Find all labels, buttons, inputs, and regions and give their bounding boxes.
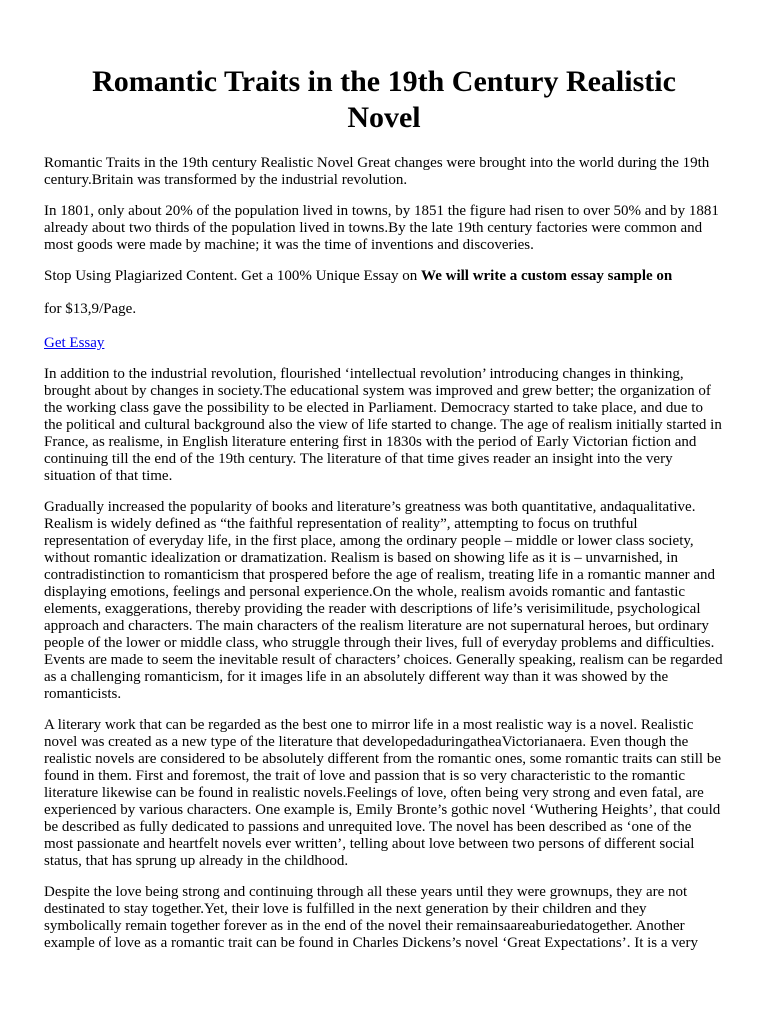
body-paragraph-4: Despite the love being strong and continuing through all these years until they were grownups, they are not destinated to stay together.Yet, their love is fulfilled in the next generation by their children and they symbolically remain together forever as in the end of the novel their remainsaareaburiedatogether. Another example of love as a romantic trait can be found in Charles Dickens’s novel ‘Great Expectations’. It is a very <box>44 884 698 951</box>
promo-text: Stop Using Plagiarized Content. Get a 100% Unique Essay on <box>44 268 422 284</box>
body-paragraph-1: In addition to the industrial revolution, flourished ‘intellectual revolution’ introducing changes in thinking, brought about by changes in society.The educational system was improved and grew better; the organization of the working class gave the possibility to be elected in Parliament. Democracy started to take place, and due to the political and cultural background also the view of life started to change. The age of realism initially started in France, as realisme, in English literature entering first in 1830s with the period of Early Victorian fiction and continuing till the end of the 19th century. The literature of that time gives reader an insight into the very situation of that time. <box>44 366 722 484</box>
page-title: Romantic Traits in the 19th Century Realistic Novel <box>92 65 676 134</box>
intro-paragraph-1: Romantic Traits in the 19th century Realistic Novel Great changes were brought into the world during the 19th century.Britain was transformed by the industrial revolution. <box>44 155 710 188</box>
body-paragraph-3: A literary work that can be regarded as the best one to mirror life in a most realistic way is a novel. Realistic novel was created as a new type of the literature that developedaduringatheaVictorianaera. Even though the realistic novels are considered to be absolutely different from the romantic ones, some romantic traits can still be found in them. First and foremost, the trait of love and passion that is so very characteristic to the romantic literature likewise can be found in realistic novels.Feelings of love, often being very strong and even fatal, are experienced by various characters. One example is, Emily Bronte’s gothic novel ‘Wuthering Heights’, that could be described as fully dedicated to passions and unrequited love. The novel has been described as ‘one of the most passionate and heartfelt novels ever written’, telling about love between two persons of different social status, that has sprung up already in the childhood. <box>44 717 722 869</box>
get-essay-wrap <box>44 334 724 352</box>
promo-strong-text: We will write a custom essay sample on <box>421 268 673 284</box>
get-essay-link[interactable]: Get Essay <box>44 335 105 351</box>
promo-paragraph <box>44 268 724 285</box>
body-paragraph-2: Gradually increased the popularity of books and literature’s greatness was both quantitative, andaqualitative. Realism is widely defined as “the faithful representation of reality”, attempting to focus on truthful representation of everyday life, in the first place, among the ordinary people – middle or lower class society, without romantic idealization or dramatization. Realism is based on showing life as it is – unvarnished, in contradistinction to romanticism that prospered before the age of realism, treating life in a romantic manner and displaying emotions, feelings and personal experience.On the whole, realism avoids romantic and fantastic elements, exaggerations, thereby providing the reader with descriptions of life’s verisimilitude, psychological approach and characters. The main characters of the realism literature are not supernatural heroes, but ordinary people of the lower or middle class, who struggle through their lives, full of everyday problems and difficulties. Events are made to seem the inevitable result of characters’ choices. Generally speaking, realism can be regarded as a challenging romanticism, for it images life in an absolutely different way than it was showed by the romanticists. <box>44 499 723 702</box>
promo-price: for $13,9/Page. <box>44 301 137 317</box>
intro-paragraph-2: In 1801, only about 20% of the population lived in towns, by 1851 the figure had risen to over 50% and by 1881 already about two thirds of the population lived in towns.By the late 19th century factories were common and most goods were made by machine; it was the time of inventions and discoveries. <box>44 203 719 253</box>
